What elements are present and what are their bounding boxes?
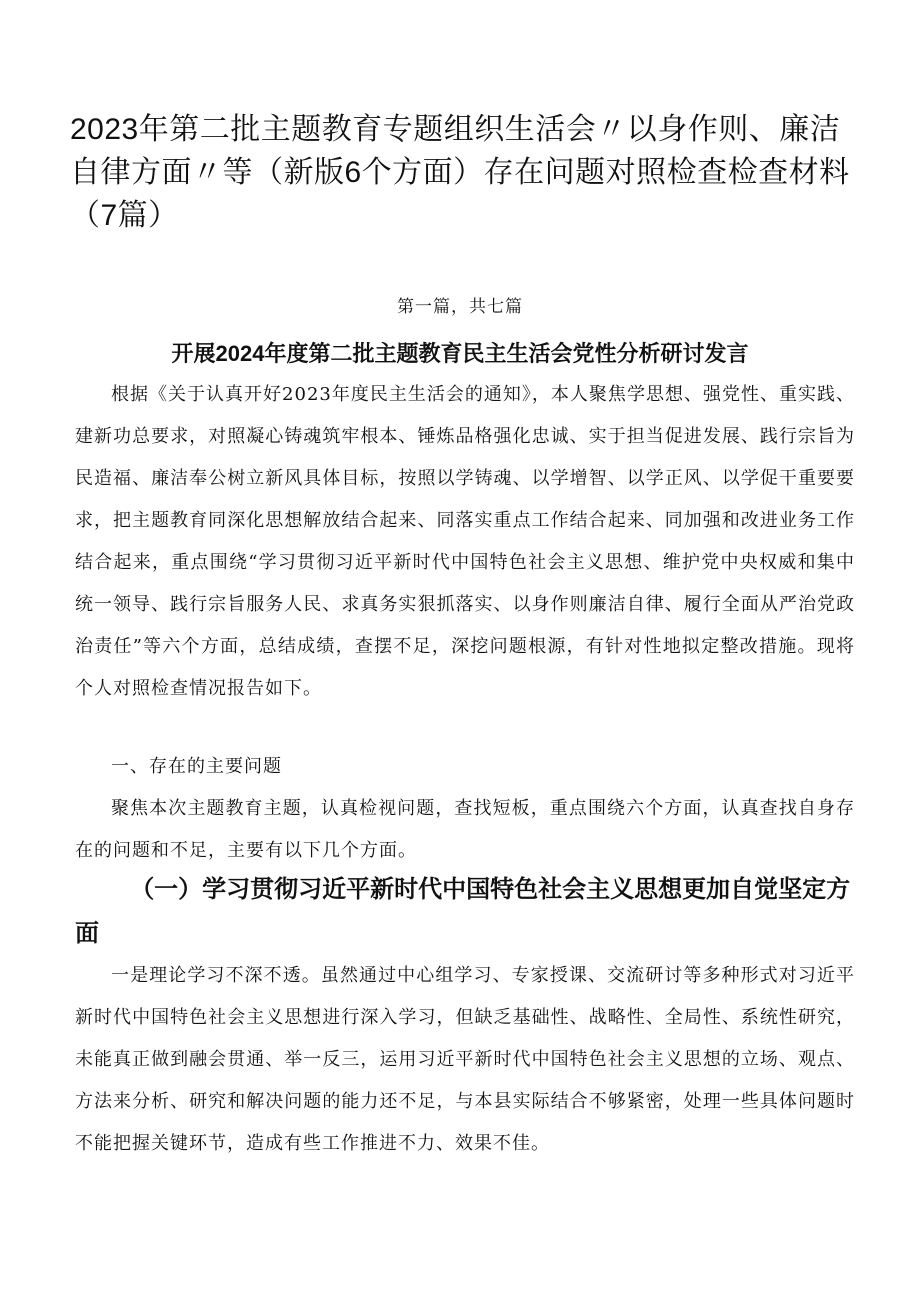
document-title: 2023年第二批主题教育专题组织生活会〃以身作则、廉洁自律方面〃等（新版6个方面）存在问题对照检查检查材料（7篇） [70, 113, 850, 232]
intro-paragraph: 根据《关于认真开好2023年度民主生活会的通知》，本人聚焦学思想、强党性、重实践、建新功总要求，对照凝心铸魂筑牢根本、锤炼品格强化忠诚、实于担当促进发展、践行宗旨为民造福、廉洁奉公树立新风具体目标，按照以学铸魂、以学增智、以学正风、以学促干重要要求，把主题教育同深化思想解放结合起来、同落实重点工作结合起来、同加强和改进业务工作结合起来，重点围绕“学习贯彻习近平新时代中国特色社会主义思想、维护党中央权威和集中统一领导、践行宗旨服务人民、求真务实狠抓落实、以身作则廉洁自律、履行全面从严治党政治责任”等六个方面，总结成绩，查摆不足，深挖问题根源，有针对性地拟定整改措施。现将个人对照检查情况报告如下。 [75, 384, 855, 699]
subheading-study-thought: （一）学习贯彻习近平新时代中国特色社会主义思想更加自觉坚定方面 [75, 876, 851, 947]
part-label: 第一篇，共七篇 [397, 297, 523, 317]
point-one-paragraph: 一是理论学习不深不透。虽然通过中心组学习、专家授课、交流研讨等多种形式对习近平新时代中国特色社会主义思想进行深入学习，但缺乏基础性、战略性、全局性、系统性研究，未能真正做到融会贯通、举一反三，运用习近平新时代中国特色社会主义思想的立场、观点、方法来分析、研究和解决问题的能力还不足，与本县实际结合不够紧密，处理一些具体问题时不能把握关键环节，造成有些工作推进不力、效果不佳。 [75, 965, 855, 1154]
focus-paragraph: 聚焦本次主题教育主题，认真检视问题，查找短板，重点围绕六个方面，认真查找自身存在的问题和不足，主要有以下几个方面。 [75, 798, 855, 861]
heading-main-problems: 一、存在的主要问题 [111, 756, 282, 777]
section-title: 开展2024年度第二批主题教育民主生活会党性分析研讨发言 [171, 341, 749, 366]
